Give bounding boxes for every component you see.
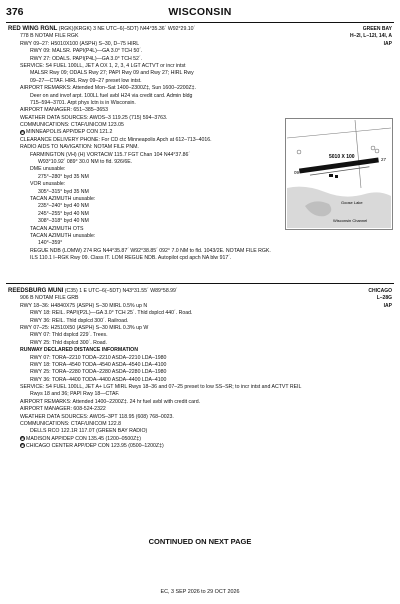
ndb-line: REGUE NDB (LOMW) 274 RG N44°35.87´ W92°38.85´ 092° 7.0 NM to fld. 1043/2E. NOTAM FILE RGK. xyxy=(30,247,271,254)
app-dep-text: MADISON APP/DEP CON 135.45 (1200–0500Z‡) xyxy=(26,435,141,442)
dme-line: 275°–280° byd 35 NM xyxy=(38,173,89,180)
remarks-line: AIRPORT REMARKS: Attended 1400–2200Z‡. 24 hr fuel avbl with credit card. xyxy=(20,398,201,405)
manager-line: AIRPORT MANAGER: 651–385–3653 xyxy=(20,107,109,114)
declared-distance-heading: RUNWAY DECLARED DISTANCE INFORMATION xyxy=(20,347,138,354)
header-rule xyxy=(6,22,394,23)
airport-name: RED WING RGNL xyxy=(8,26,58,32)
airport-name: REEDSBURG MUNI xyxy=(8,288,64,294)
service-line: MALSR Rwy 09; ODALS Rwy 27; PAPI Rwy 09 and Rwy 27; HIRL Rwy xyxy=(30,70,194,77)
airport-ident-info: (C35) 1 E UTC–6(–5DT) N43°31.55´ W89°58.99´ xyxy=(64,288,178,294)
chart-ref-2: L–28G xyxy=(376,295,392,302)
section-rule xyxy=(6,283,394,284)
runway-end-line: RWY 36: REIL. Thld dsplcd 300´. Railroad. xyxy=(30,317,129,324)
tacan-line: TACAN AZIMUTH unusable: xyxy=(30,195,96,202)
service-line: 09–27—CTAF. HIRL Rwy 09–27 preset low intst. xyxy=(30,77,142,84)
airport-title-line xyxy=(8,26,392,33)
state-title: WISCONSIN xyxy=(168,6,232,18)
building-shape xyxy=(329,174,333,177)
runway-end-label: 09 xyxy=(294,170,300,175)
lake-label: Goose Lake xyxy=(341,200,363,205)
app-dep-line xyxy=(8,436,392,443)
remarks-line: Deer on and invof arpt. 100LL fuel avbl H24 via credit card. Admin bldg xyxy=(30,92,193,99)
runway-end-line: RWY 18: REIL. PAPI(P2L)—GA 3.0° TCH 25´. Thld dsplcd 440´. Road. xyxy=(30,310,193,317)
runway-dimension-label: 5010 X 100 xyxy=(329,154,355,160)
tacan-line: 140°–359° xyxy=(38,240,63,247)
declared-distance-row: RWY 18: TORA–4540 TODA–4540 ASDA–4540 LDA–4100 xyxy=(30,361,167,368)
remarks-line: 715–594–3701. Arpt phys lctn is in Wisconsin. xyxy=(30,99,136,106)
chart-ref-3: IAP xyxy=(383,302,392,309)
service-line: SERVICE: S4 FUEL 100LL, JET A+ LGT MIRL Rwys 18–36 and 07–25 preset to low SS–SR; to incr intst and ACTVT REIL xyxy=(20,384,302,391)
radar-r-icon: R xyxy=(21,435,24,440)
dme-line: DME unusable: xyxy=(30,166,66,173)
app-dep-text: CHICAGO CENTER APP/DEP CON 123.95 (0500–1200Z‡) xyxy=(26,443,164,450)
chart-ref-2: H–2I, L–12I, 14I, A xyxy=(349,33,392,40)
airport-elev-line: 906 B NOTAM FILE GRB xyxy=(20,295,79,302)
vortac-line: W93°10.92´ 089° 30.0 NM to fld. 926/6E. xyxy=(38,159,133,166)
vortac-line: FARMINGTON (VH) (H) VORTACW 115.7 FGT Chan 104 N44°37.86´ xyxy=(30,151,191,158)
vor-line: 305°–315° byd 35 NM xyxy=(38,188,89,195)
airport-elev-line: 778 B NOTAM FILE RGK xyxy=(20,33,79,40)
weather-line: WEATHER DATA SOURCES: AWOS–3PT 118.95 (608) 768–0023. xyxy=(20,413,174,420)
weather-line: WEATHER DATA SOURCES: AWOS–3 119.25 (715) 594–3763. xyxy=(20,114,168,121)
declared-distance-row: RWY 25: TORA–2280 TODA–2280 ASDA–2280 LDA–1980 xyxy=(30,369,167,376)
runway-line: RWY 09–27: H5010X100 (ASPH) S–30, D–75 HIRL xyxy=(20,40,140,47)
declared-distance-row: RWY 07: TORA–2210 TODA–2210 ASDA–2210 LDA–1980 xyxy=(30,354,167,361)
runway-end-line: RWY 25: Thld dsplcd 300´. Road. xyxy=(30,339,107,346)
clearance-line: CLEARANCE DELIVERY PHONE: For CD ctc Minneapolis Apch at 612–713–4016. xyxy=(20,136,212,143)
chart-ref-1: CHICAGO xyxy=(368,288,392,294)
runway-line: RWY 18–36: H4840X75 (ASPH) S–30 MIRL 0.5% up N xyxy=(20,302,148,309)
runway-end-line: RWY 07: Thld dsplcd 229´. Trees. xyxy=(30,332,108,339)
tacan-line: 245°–255° byd 40 NM xyxy=(38,210,89,217)
app-dep-line xyxy=(8,443,392,450)
radar-r-icon: R xyxy=(21,443,24,448)
tacan-line: 308°–318° byd 40 NM xyxy=(38,218,89,225)
radar-r-icon: R xyxy=(21,129,24,134)
rco-line: DELLS RCO 122.1R 117.0T (GREEN BAY RADIO) xyxy=(30,428,148,435)
channel-label: Wisconsin Channel xyxy=(333,218,368,223)
vor-line: VOR unusable: xyxy=(30,181,66,188)
ils-line: ILS 110.1 I–RGK Rwy 09. Class IT. LOM REGUE NDB. Autopilot cpd apch NA blw 917´. xyxy=(30,255,232,262)
service-line: SERVICE: S4 FUEL 100LL, JET A OX 1, 2, 3, 4 LGT ACTVT or incr intst xyxy=(20,62,186,69)
chart-ref-3: IAP xyxy=(383,40,392,47)
app-dep-text: MINNEAPOLIS APP/DEP CON 121.2 xyxy=(26,129,113,136)
building-shape xyxy=(335,175,338,178)
tacan-line: TACAN AZIMUTH OTS xyxy=(30,225,84,232)
runway-end-label: 27 xyxy=(381,157,387,162)
radio-aids-line: RADIO AIDS TO NAVIGATION: NOTAM FILE PNM. xyxy=(20,144,139,151)
comms-line: COMMUNICATIONS: CTAF/UNICOM 122.8 xyxy=(20,421,121,428)
manager-line: AIRPORT MANAGER: 608-524-2322 xyxy=(20,406,106,413)
chart-ref-1: GREEN BAY xyxy=(362,26,392,32)
service-line: Rwys 18 and 36; PAPI Rwy 18—CTAF. xyxy=(30,391,120,398)
runway-end-line: RWY 09: MALSR. PAPI(P4L)—GA 3.0° TCH 50´. xyxy=(30,48,143,55)
airport-diagram xyxy=(285,118,393,230)
tacan-line: TACAN AZIMUTH unusable: xyxy=(30,232,96,239)
airport-title-line xyxy=(8,288,392,295)
tacan-line: 235°–240° byd 40 NM xyxy=(38,203,89,210)
continued-notice: CONTINUED ON NEXT PAGE xyxy=(148,537,252,546)
declared-distance-row: RWY 36: TORA–4400 TODA–4400 ASDA–4400 LDA–4100 xyxy=(30,376,167,383)
comms-line: COMMUNICATIONS: CTAF/UNICOM 123.05 xyxy=(20,122,124,129)
runway-line: RWY 07–25: H2510X50 (ASPH) S–30 MIRL 0.3% up W xyxy=(20,324,149,331)
remarks-line: AIRPORT REMARKS: Attended Mon–Sat 1400–2300Z‡, Sun 1600–2200Z‡. xyxy=(20,85,197,92)
airport-ident-info: (RGK)(KRGK) 3 NE UTC–6(–5DT) N44°35.36´ W92°29.10´ xyxy=(58,26,196,32)
effective-dates: EC, 3 SEP 2026 to 29 OCT 2026 xyxy=(160,589,240,595)
page-header xyxy=(6,6,394,20)
airport-entry-reedsburg xyxy=(8,288,392,451)
runway-end-line: RWY 27: ODALS. PAPI(P4L)—GA 3.0° TCH 52´. xyxy=(30,55,143,62)
page-number: 376 xyxy=(6,6,24,18)
